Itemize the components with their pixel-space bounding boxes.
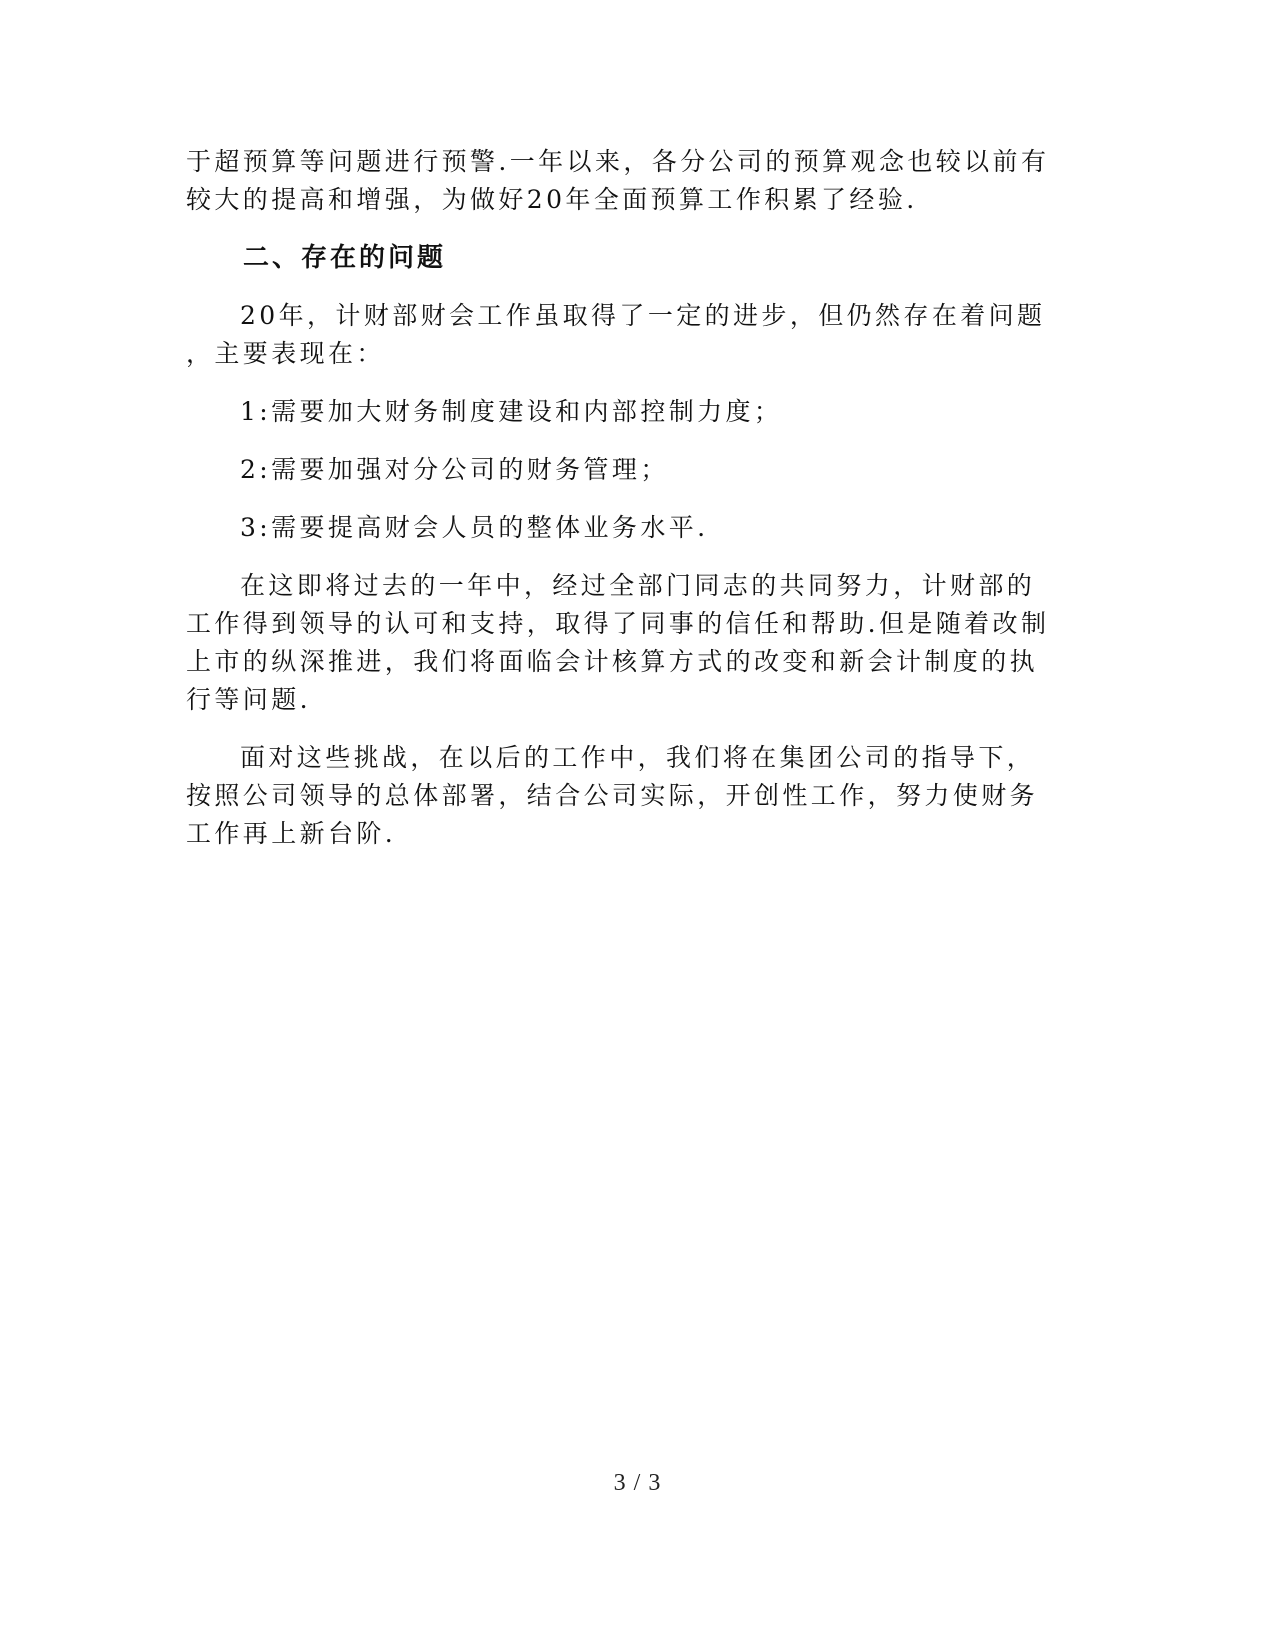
closing-2-line-3: 工作再上新台阶. — [186, 819, 397, 848]
closing-paragraph-1 — [186, 567, 1070, 719]
section-heading: 二、存在的问题 — [243, 243, 447, 273]
closing-1-line-2: 工作得到领导的认可和支持，取得了同事的信任和帮助.但是随着改制 — [186, 609, 1050, 638]
page-number: 3 / 3 — [613, 1470, 662, 1496]
problems-intro-paragraph — [186, 297, 1070, 373]
problem-item-2: 2:需要加强对分公司的财务管理； — [240, 455, 669, 484]
document-body — [186, 143, 1070, 853]
closing-2-line-1: 面对这些挑战，在以后的工作中，我们将在集团公司的指导下， — [240, 743, 1036, 772]
problems-intro-line-1: 20年，计财部财会工作虽取得了一定的进步，但仍然存在着问题 — [240, 301, 1046, 330]
closing-2-line-2: 按照公司领导的总体部署，结合公司实际，开创性工作，努力使财务 — [186, 781, 1039, 810]
intro-line-2: 较大的提高和增强，为做好20年全面预算工作积累了经验. — [186, 185, 918, 214]
closing-1-line-4: 行等问题. — [186, 685, 311, 714]
closing-1-line-3: 上市的纵深推进，我们将面临会计核算方式的改变和新会计制度的执 — [186, 647, 1039, 676]
problems-intro-line-2: ，主要表现在： — [186, 339, 385, 368]
closing-paragraph-2 — [186, 739, 1070, 853]
intro-paragraph — [186, 143, 1070, 219]
problem-item-3: 3:需要提高财会人员的整体业务水平. — [240, 513, 709, 542]
problem-item-1: 1:需要加大财务制度建设和内部控制力度； — [240, 397, 783, 426]
closing-1-line-1: 在这即将过去的一年中，经过全部门同志的共同努力，计财部的 — [240, 571, 1036, 600]
intro-line-1: 于超预算等问题进行预警.一年以来，各分公司的预算观念也较以前有 — [186, 147, 1050, 176]
